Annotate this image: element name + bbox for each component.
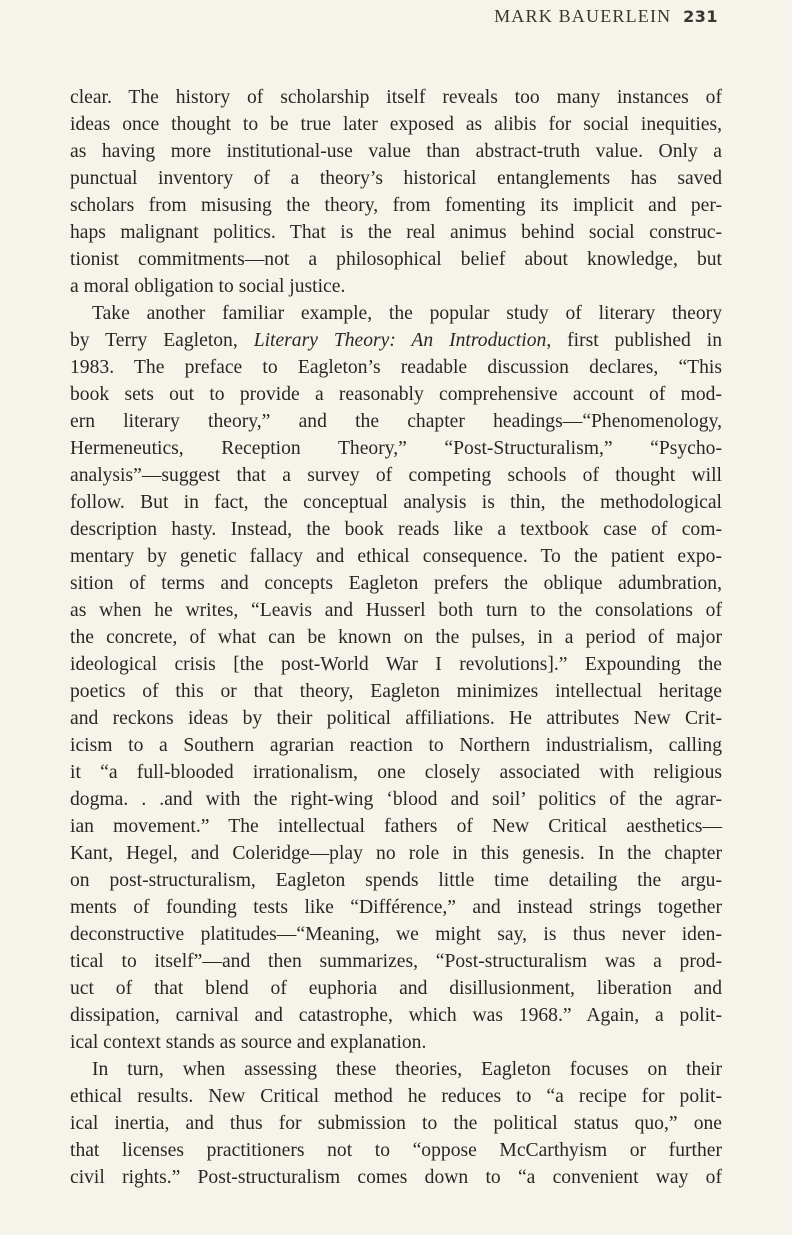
text-segment: ments of founding tests like “Différence,” and instead strings together: [70, 897, 722, 918]
text-segment: Kant, Hegel, and Coleridge—play no role in this genesis. In the chapter: [70, 843, 722, 864]
text-line: [70, 705, 722, 732]
text-line: [70, 516, 722, 543]
text-line: [70, 1002, 722, 1029]
text-segment: clear. The history of scholarship itself reveals too many instances of: [70, 87, 722, 108]
text-segment: ern literary theory,” and the chapter headings—“Phenomenology,: [70, 411, 722, 432]
text-line: [70, 975, 722, 1002]
text-line: [70, 300, 722, 327]
text-line: [70, 354, 722, 381]
text-line: [70, 273, 722, 300]
text-segment: civil rights.” Post-structuralism comes down to “a convenient way of: [70, 1167, 722, 1188]
text-segment: the concrete, of what can be known on the pulses, in a period of major: [70, 627, 722, 648]
text-line: [70, 948, 722, 975]
text-line: [70, 246, 722, 273]
text-line: [70, 84, 722, 111]
text-segment: haps malignant politics. That is the real animus behind social construc-: [70, 222, 722, 243]
text-line: [70, 435, 722, 462]
text-segment: as having more institutional-use value than abstract-truth value. Only a: [70, 141, 722, 162]
italic-title: Literary Theory: An Introduction: [253, 330, 547, 351]
text-line: [70, 732, 722, 759]
text-segment: book sets out to provide a reasonably comprehensive account of mod-: [70, 384, 722, 405]
text-segment: poetics of this or that theory, Eagleton minimizes intellectual heritage: [70, 681, 722, 702]
body-text: [70, 84, 722, 1191]
text-segment: mentary by genetic fallacy and ethical consequence. To the patient expo-: [70, 546, 722, 567]
text-segment: that licenses practitioners not to “oppose McCarthyism or further: [70, 1140, 722, 1161]
text-line: [70, 921, 722, 948]
text-line: [70, 1164, 722, 1191]
text-segment: dogma. . .and with the right-wing ‘blood and soil’ politics of the agrar-: [70, 789, 722, 810]
text-line: [70, 759, 722, 786]
text-line: [70, 1137, 722, 1164]
text-segment: description hasty. Instead, the book reads like a textbook case of com-: [70, 519, 722, 540]
text-line: [70, 462, 722, 489]
text-segment: Take another familiar example, the popular study of literary theory: [92, 303, 722, 324]
text-line: [70, 381, 722, 408]
text-line: [70, 651, 722, 678]
text-line: [70, 813, 722, 840]
text-line: [70, 570, 722, 597]
text-segment: 1983. The preface to Eagleton’s readable discussion declares, “This: [70, 357, 722, 378]
text-segment: ethical results. New Critical method he reduces to “a recipe for polit-: [70, 1086, 722, 1107]
text-segment: dissipation, carnival and catastrophe, which was 1968.” Again, a polit-: [70, 1005, 722, 1026]
text-segment: scholars from misusing the theory, from fomenting its implicit and per-: [70, 195, 722, 216]
text-segment: ical context stands as source and explanation.: [70, 1032, 427, 1053]
page-number: 231: [683, 7, 718, 26]
text-segment: tionist commitments—not a philosophical belief about knowledge, but: [70, 249, 722, 270]
text-segment: In turn, when assessing these theories, Eagleton focuses on their: [92, 1059, 722, 1080]
text-line: [70, 192, 722, 219]
text-segment: a moral obligation to social justice.: [70, 276, 346, 297]
running-head-author: MARK BAUERLEIN: [494, 6, 672, 26]
text-line: [70, 408, 722, 435]
text-line: [70, 678, 722, 705]
text-segment: punctual inventory of a theory’s historical entanglements has saved: [70, 168, 722, 189]
text-line: [70, 624, 722, 651]
text-segment: uct of that blend of euphoria and disillusionment, liberation and: [70, 978, 722, 999]
text-segment: it “a full-blooded irrationalism, one closely associated with religious: [70, 762, 722, 783]
text-line: [70, 165, 722, 192]
text-line: [70, 1083, 722, 1110]
text-segment: and reckons ideas by their political affiliations. He attributes New Crit-: [70, 708, 722, 729]
text-line: [70, 1029, 722, 1056]
text-line: [70, 543, 722, 570]
text-line: [70, 327, 722, 354]
text-line: [70, 786, 722, 813]
text-segment: ian movement.” The intellectual fathers of New Critical aesthetics—: [70, 816, 722, 837]
text-segment: by Terry Eagleton,: [70, 330, 254, 351]
text-segment: , first published in: [546, 330, 722, 351]
text-line: [70, 894, 722, 921]
text-line: [70, 867, 722, 894]
text-segment: Hermeneutics, Reception Theory,” “Post-Structuralism,” “Psycho-: [70, 438, 722, 459]
text-segment: tical to itself”—and then summarizes, “Post-structuralism was a prod-: [70, 951, 722, 972]
text-segment: sition of terms and concepts Eagleton prefers the oblique adumbration,: [70, 573, 722, 594]
text-segment: analysis”—suggest that a survey of competing schools of thought will: [70, 465, 722, 486]
running-head: [494, 6, 718, 27]
text-line: [70, 138, 722, 165]
text-segment: as when he writes, “Leavis and Husserl both turn to the consolations of: [70, 600, 722, 621]
text-line: [70, 111, 722, 138]
text-segment: follow. But in fact, the conceptual analysis is thin, the methodological: [70, 492, 722, 513]
text-line: [70, 219, 722, 246]
text-line: [70, 1110, 722, 1137]
text-segment: ical inertia, and thus for submission to the political status quo,” one: [70, 1113, 722, 1134]
text-line: [70, 489, 722, 516]
text-segment: ideological crisis [the post-World War I revolutions].” Expounding the: [70, 654, 722, 675]
text-line: [70, 1056, 722, 1083]
text-segment: icism to a Southern agrarian reaction to Northern industrialism, calling: [70, 735, 722, 756]
text-segment: deconstructive platitudes—“Meaning, we might say, is thus never iden-: [70, 924, 722, 945]
text-segment: on post-structuralism, Eagleton spends little time detailing the argu-: [70, 870, 722, 891]
text-line: [70, 840, 722, 867]
text-segment: ideas once thought to be true later exposed as alibis for social inequities,: [70, 114, 722, 135]
text-line: [70, 597, 722, 624]
